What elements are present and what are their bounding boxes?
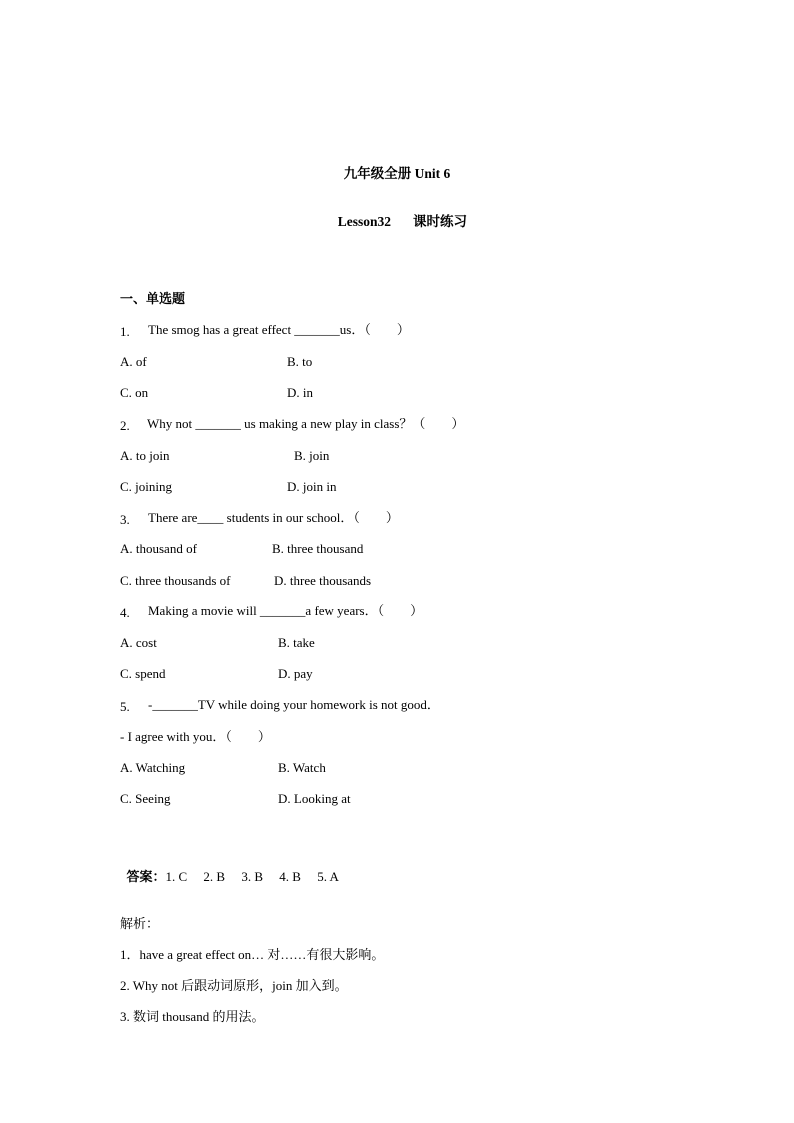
question-5-option-b: B. Watch bbox=[278, 760, 326, 775]
answer-label: 答案： bbox=[126, 869, 166, 884]
question-2-option-c: C. joining bbox=[120, 479, 173, 494]
question-1-option-d: D. in bbox=[287, 385, 313, 400]
question-3-option-d: D. three thousands bbox=[274, 573, 372, 588]
question-4-option-b: B. take bbox=[278, 635, 315, 650]
page-title: 九年级全册 Unit 6 bbox=[343, 166, 451, 181]
question-1-number: 1. bbox=[120, 324, 130, 339]
question-1-option-b: B. to bbox=[287, 354, 313, 369]
question-1-option-c: C. on bbox=[120, 385, 149, 400]
practice-label: 课时练习 bbox=[413, 214, 468, 229]
question-2-option-d: D. join in bbox=[287, 479, 337, 494]
question-3-option-c: C. three thousands of bbox=[120, 573, 231, 588]
answer-text: 1. C 2. B 3. B 4. B 5. A bbox=[165, 869, 339, 884]
question-4-option-c: C. spend bbox=[120, 666, 166, 681]
analysis-item-2: 2. Why not 后跟动词原形，join 加入到。 bbox=[120, 978, 348, 993]
question-1-option-a: A. of bbox=[120, 354, 147, 369]
question-2-option-a: A. to join bbox=[120, 448, 170, 463]
question-5-stem-reply: - I agree with you．（ ） bbox=[120, 729, 271, 744]
question-4-stem: Making a movie will _______a few years．（ ） bbox=[148, 603, 424, 618]
question-2-number: 2. bbox=[120, 418, 130, 433]
question-3-option-b: B. three thousand bbox=[272, 541, 364, 556]
question-3-stem: There are____ students in our school．（ ） bbox=[148, 510, 399, 525]
question-5-number: 5. bbox=[120, 699, 130, 714]
analysis-item-1: 1．have a great effect on… 对……有很大影响。 bbox=[120, 947, 385, 962]
question-1-stem: The smog has a great effect _______us．（ ） bbox=[148, 322, 410, 337]
question-2-option-b: B. join bbox=[294, 448, 330, 463]
section-heading: 一、单选题 bbox=[120, 291, 186, 306]
answer-key bbox=[120, 853, 339, 885]
analysis-heading: 解析： bbox=[120, 916, 160, 931]
question-5-stem: -_______TV while doing your homework is not good． bbox=[148, 697, 440, 712]
question-5-option-d: D. Looking at bbox=[278, 791, 351, 806]
analysis-item-3: 3. 数词 thousand 的用法。 bbox=[120, 1009, 265, 1024]
question-4-number: 4. bbox=[120, 605, 130, 620]
lesson-label: Lesson32 bbox=[337, 214, 392, 229]
question-4-option-d: D. pay bbox=[278, 666, 313, 681]
page-subtitle bbox=[331, 198, 467, 230]
question-3-number: 3. bbox=[120, 512, 130, 527]
question-4-option-a: A. cost bbox=[120, 635, 157, 650]
question-2-stem: Why not _______ us making a new play in class？（ ） bbox=[147, 416, 465, 431]
question-5-option-c: C. Seeing bbox=[120, 791, 171, 806]
question-5-option-a: A. Watching bbox=[120, 760, 186, 775]
question-3-option-a: A. thousand of bbox=[120, 541, 197, 556]
